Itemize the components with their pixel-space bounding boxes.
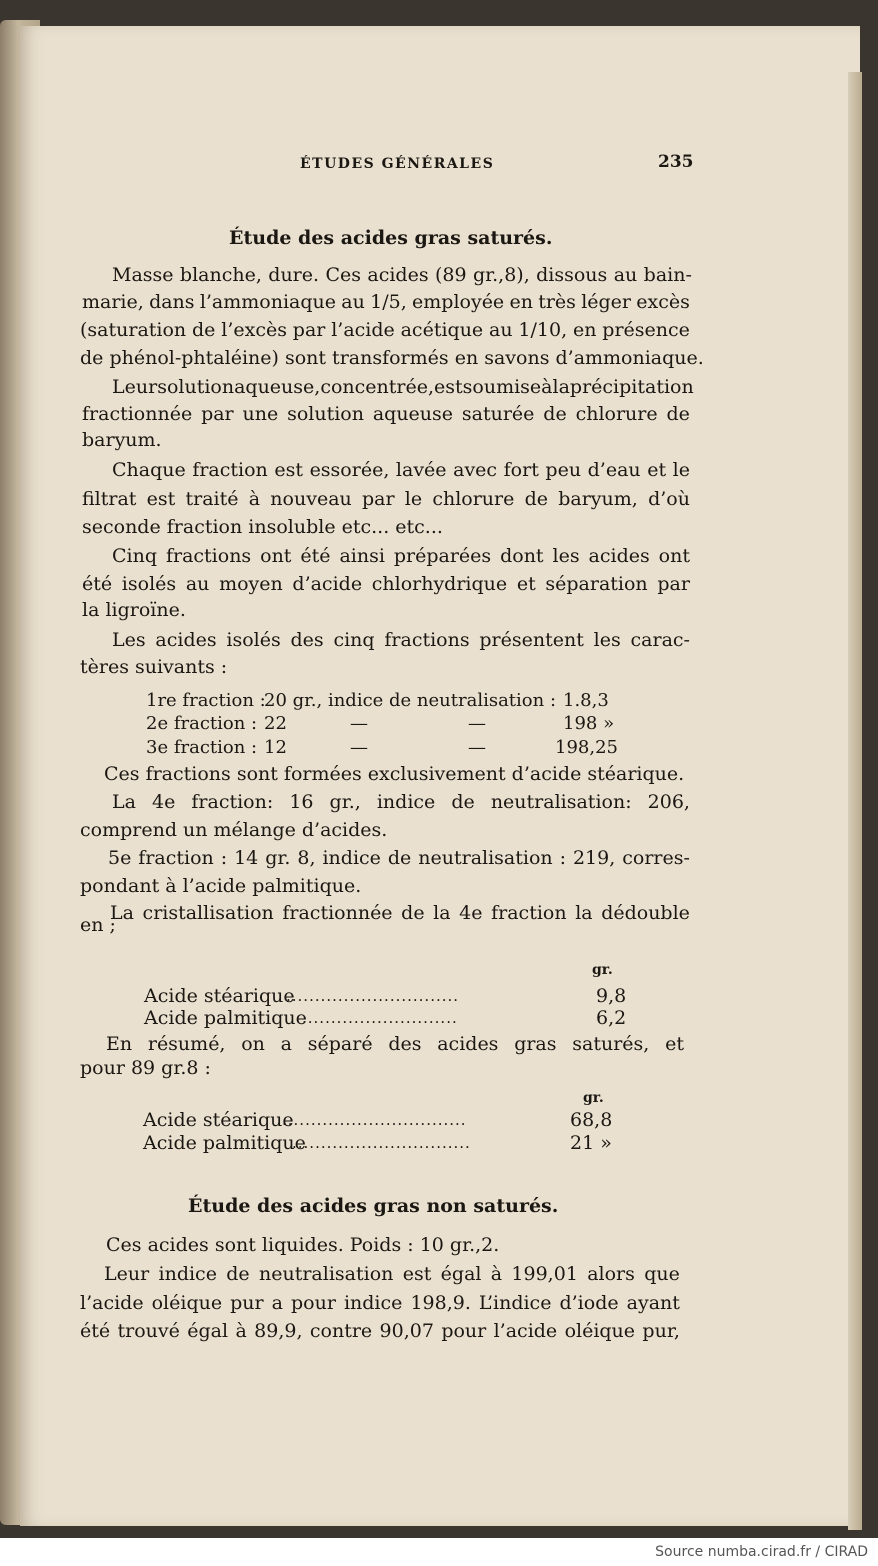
dot-leader: ................................: [282, 1111, 467, 1129]
text-line: seconde fraction insoluble etc... etc...: [82, 516, 443, 538]
fraction-amount: 20 gr., indice de neutralisation :: [264, 690, 557, 711]
fraction-label: 1re fraction :: [146, 690, 266, 711]
text-line: la ligroïne.: [82, 599, 186, 621]
table-row-value: 6,2: [596, 1007, 627, 1029]
dot-leader: ...............................: [292, 1134, 471, 1152]
fraction-value: 1.8,3: [563, 690, 609, 711]
text-line: fractionnée par une solution aqueuse saturée de chlorure de: [82, 403, 690, 425]
text-line: Chaque fraction est essorée, lavée avec fort peu d’eau et le: [112, 459, 690, 481]
text-line: Masse blanche, dure. Ces acides (89 gr.,8), dissous au bain-: [112, 264, 692, 286]
text-line: Cinq fractions ont été ainsi préparées dont les acides ont: [112, 545, 690, 567]
text-line: La 4e fraction: 16 gr., indice de neutralisation: 206,: [112, 791, 690, 813]
table-row-value: 21 »: [570, 1132, 612, 1154]
text-line: été trouvé égal à 89,9, contre 90,07 pour l’acide oléique pur,: [80, 1320, 680, 1342]
dot-leader: ..............................: [286, 987, 460, 1005]
ditto-mark: —: [468, 713, 486, 734]
ditto-mark: —: [350, 737, 368, 758]
text-line: pondant à l’acide palmitique.: [80, 875, 362, 897]
text-line: comprend un mélange d’acides.: [80, 819, 388, 841]
text-line: filtrat est traité à nouveau par le chlorure de baryum, d’où: [82, 488, 690, 510]
table-row-value: 9,8: [596, 985, 627, 1007]
text-line: tères suivants :: [80, 656, 228, 678]
source-credit: Source numba.cirad.fr / CIRAD: [655, 1544, 868, 1560]
table-row-label: Acide stéarique: [144, 985, 295, 1007]
table-row-value: 68,8: [570, 1109, 613, 1131]
table-row-label: Acide stéarique: [143, 1109, 294, 1131]
fraction-label: 3e fraction :: [146, 737, 258, 758]
fraction-amount: 22: [264, 713, 287, 734]
text-line: en ;: [80, 914, 116, 936]
text-line: Leur indice de neutralisation est égal à 199,01 alors que: [104, 1263, 680, 1285]
text-line: baryum.: [82, 429, 162, 451]
fraction-label: 2e fraction :: [146, 713, 258, 734]
ditto-mark: —: [350, 713, 368, 734]
text-line: La cristallisation fractionnée de la 4e fraction la dédouble: [110, 902, 690, 924]
section-title-saturated: Étude des acides gras saturés.: [229, 227, 553, 249]
unit-label: gr.: [592, 962, 613, 978]
dot-leader: ...........................: [302, 1009, 458, 1027]
section-title-unsaturated: Étude des acides gras non saturés.: [188, 1195, 559, 1217]
text-line: 5e fraction : 14 gr. 8, indice de neutralisation : 219, corres-: [108, 847, 690, 869]
text-line: marie, dans l’ammoniaque au 1/5, employée en très léger excès: [82, 291, 690, 313]
running-title: ÉTUDES GÉNÉRALES: [300, 156, 495, 172]
page-number: 235: [658, 152, 694, 172]
fraction-amount: 12: [264, 737, 287, 758]
text-line: l’acide oléique pur a pour indice 198,9. L’indice d’iode ayant: [80, 1292, 680, 1314]
ditto-mark: —: [468, 737, 486, 758]
text-line: été isolés au moyen d’acide chlorhydrique et séparation par: [82, 573, 690, 595]
text-line: de phénol-phtaléine) sont transformés en savons d’ammoniaque.: [80, 347, 704, 369]
table-row-label: Acide palmitique: [143, 1132, 306, 1154]
text-line: Les acides isolés des cinq fractions présentent les carac-: [112, 629, 690, 651]
text-line: Ces acides sont liquides. Poids : 10 gr.,2.: [106, 1234, 500, 1256]
text-line: (saturation de l’excès par l’acide acétique au 1/10, en présence: [80, 319, 690, 341]
text-line: Ces fractions sont formées exclusivement d’acide stéarique.: [104, 763, 685, 785]
fraction-value: 198,25: [555, 737, 618, 758]
fraction-value: 198 »: [563, 713, 615, 734]
text-line: En résumé, on a séparé des acides gras saturés, et: [106, 1033, 684, 1055]
text-line: Leur solution aqueuse, concentrée, est soumise à la précipitation: [112, 376, 694, 398]
text-line: pour 89 gr.8 :: [80, 1057, 211, 1079]
unit-label: gr.: [583, 1090, 604, 1106]
table-row-label: Acide palmitique: [144, 1007, 307, 1029]
